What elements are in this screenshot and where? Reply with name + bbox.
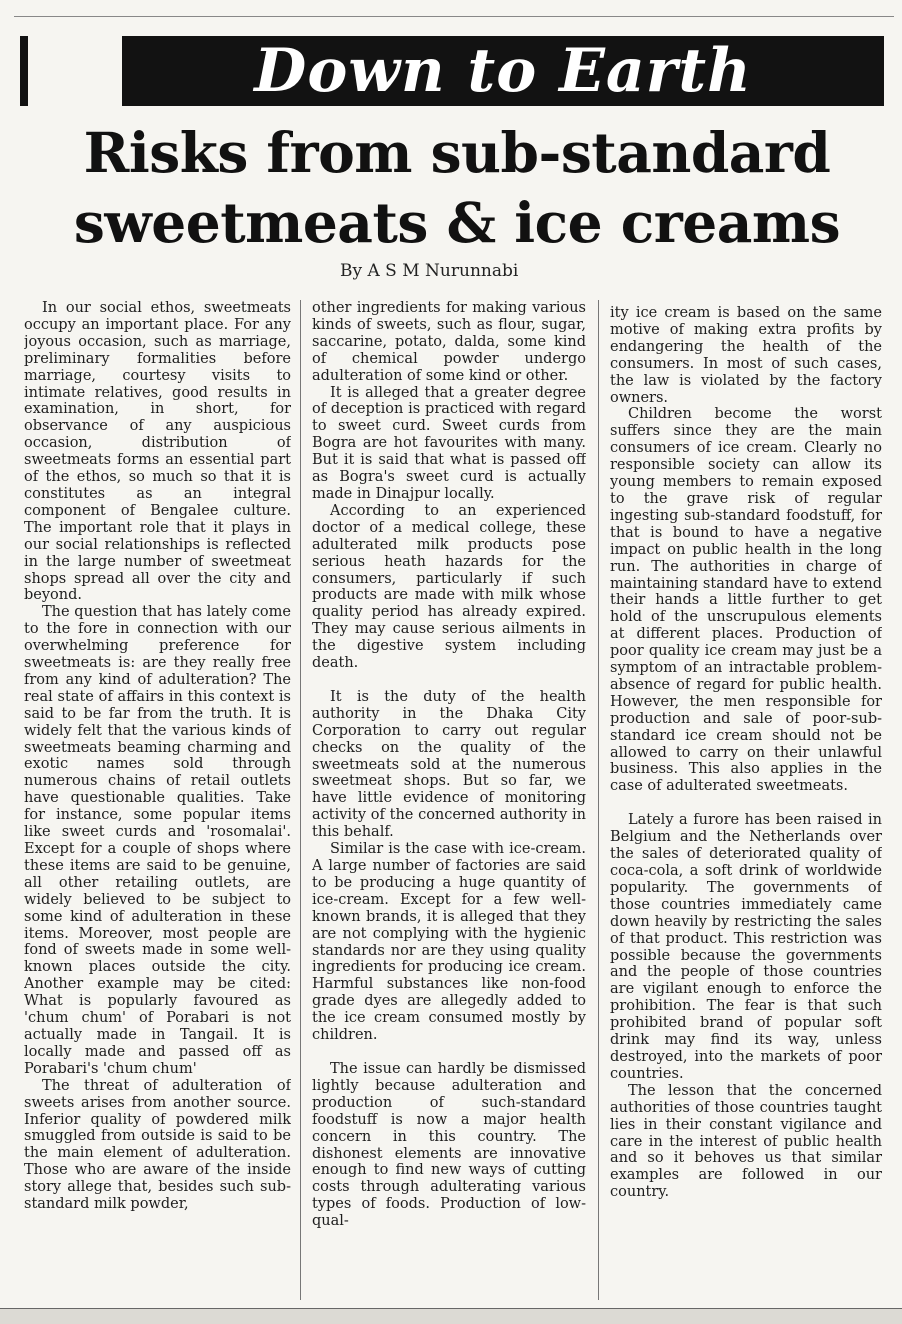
headline: Risks from sub-standard sweetmeats & ice creams [73,120,841,255]
torn-bottom-edge [0,1308,902,1324]
paragraph: The threat of adulteration of sweets arises from another source. Inferior quality of powdered milk smuggled from outside is said to be the main element of adulteration. Those who are aware of the inside story allege that, besides such sub-standard milk powder, [24,1077,291,1213]
column-divider [300,300,301,1300]
article-column-1 [24,300,291,1306]
paragraph: It is alleged that a greater degree of deception is practiced with regard to sweet curd. Sweet curds from Bogra are hot favourites with many. But it is said that what is passed off as Bogra's sweet curd is actually made in Dinajpur locally. [312,384,586,502]
column-divider [598,300,599,1300]
paragraph: Similar is the case with ice-cream. A large number of factories are said to be producing a huge quantity of ice-cream. Except for a few well-known brands, it is alleged that they are not complying with the hygienic standards nor are they using quality ingredients for producing ice cream. Harmful substances like non-food grade dyes are allegedly added to the ice cream consumed mostly by children. [312,841,586,1044]
top-rule [14,6,894,17]
paragraph: Lately a furore has been raised in Belgium and the Netherlands over the sales of deteriorated quality of coca-cola, a soft drink of worldwide popularity. The governments of those countries immediately came down heavily by restricting the sales of that product. This restriction was possible because the governments and the people of those countries are vigilant enough to enforce the prohibition. The fear is that such prohibited brand of popular soft drink may find its way, unless destroyed, into the markets of poor countries. [610,812,882,1082]
paragraph: other ingredients for making various kinds of sweets, such as flour, sugar, saccarine, potato, dalda, some kind of chemical powder undergo adulteration of some kind or other. [312,300,586,384]
paragraph: The lesson that the concerned authorities of those countries taught lies in their constant vigilance and care in the interest of public health and so it behoves us that similar examples are followed in our country. [610,1082,882,1201]
paragraph: The issue can hardly be dismissed lightly because adulteration and production of such-standard foodstuff is now a major health concern in this country. The dishonest elements are innovative enough to find new ways of cutting costs through adulterating various types of foods. Production of low-qual- [312,1060,586,1230]
masthead-left-bar [20,36,28,106]
paragraph: The question that has lately come to the fore in connection with our overwhelming preference for sweetmeats is: are they really free from any kind of adulteration? The real state of affairs in this context is said to be far from the truth. It is widely felt that the various kinds of sweetmeats beaming charming and exotic names sold through numerous chains of retail outlets have questionable qualities. Take for instance, some popular items like sweet curds and 'rosomalai'. Except for a couple of shops where these items are said to be genuine, all other retailing outlets, are widely believed to be subject to some kind of adulteration in these items. Moreover, most people are fond of sweets made in some well-known places outside the city. Another example may be cited: What is popularly favoured as 'chum chum' of Porabari is not actually made in Tangail. It is locally made and passed off as Porabari's 'chum chum' [24,604,291,1077]
article-column-3 [610,305,882,1311]
section-banner [122,36,884,106]
paragraph: It is the duty of the health authority in the Dhaka City Corporation to carry out regular checks on the quality of the sweetmeats sold at the numerous sweetmeat shops. But so far, we have little evidence of monitoring activity of the concerned authority in this behalf. [312,688,586,841]
section-title: Down to Earth [254,36,752,106]
paragraph: In our social ethos, sweetmeats occupy an important place. For any joyous occasion, such as marriage, preliminary formalities before marriage, courtesy visits to intimate relatives, good results in examination, in short, for observance of any auspicious occasion, distribution of sweetmeats forms an essential part of the ethos, so much so that it is constitutes as an integral component of Bengalee culture. The important role that it plays in our social relationships is reflected in the large number of sweetmeat shops spread all over the city and beyond. [24,300,291,604]
byline: By A S M Nurunnabi [340,261,519,281]
paragraph: Children become the worst suffers since they are the main consumers of ice cream. Clearly no responsible society can allow its young members to remain exposed to the grave risk of regular ingesting sub-standard foodstuff, for that is bound to have a negative impact on public health in the long run. The authorities in charge of maintaining standard have to extend their hands a little further to get hold of the unscrupulous elements at different places. Production of poor quality ice cream may just be a symptom of an intractable problem-absence of regard for public health. However, the men responsible for production and sale of poor-sub-standard ice cream should not be allowed to carry on their unlawful business. This also applies in the case of adulterated sweetmeats. [610,406,882,795]
paragraph: According to an experienced doctor of a medical college, these adulterated milk products pose serious heath hazards for the consumers, particularly if such products are made with milk whose quality period has already expired. They may cause serious ailments in the digestive system including death. [312,502,586,672]
article-column-2 [312,300,586,1306]
paragraph: ity ice cream is based on the same motive of making extra profits by endangering the health of the consumers. In most of such cases, the law is violated by the factory owners. [610,305,882,406]
